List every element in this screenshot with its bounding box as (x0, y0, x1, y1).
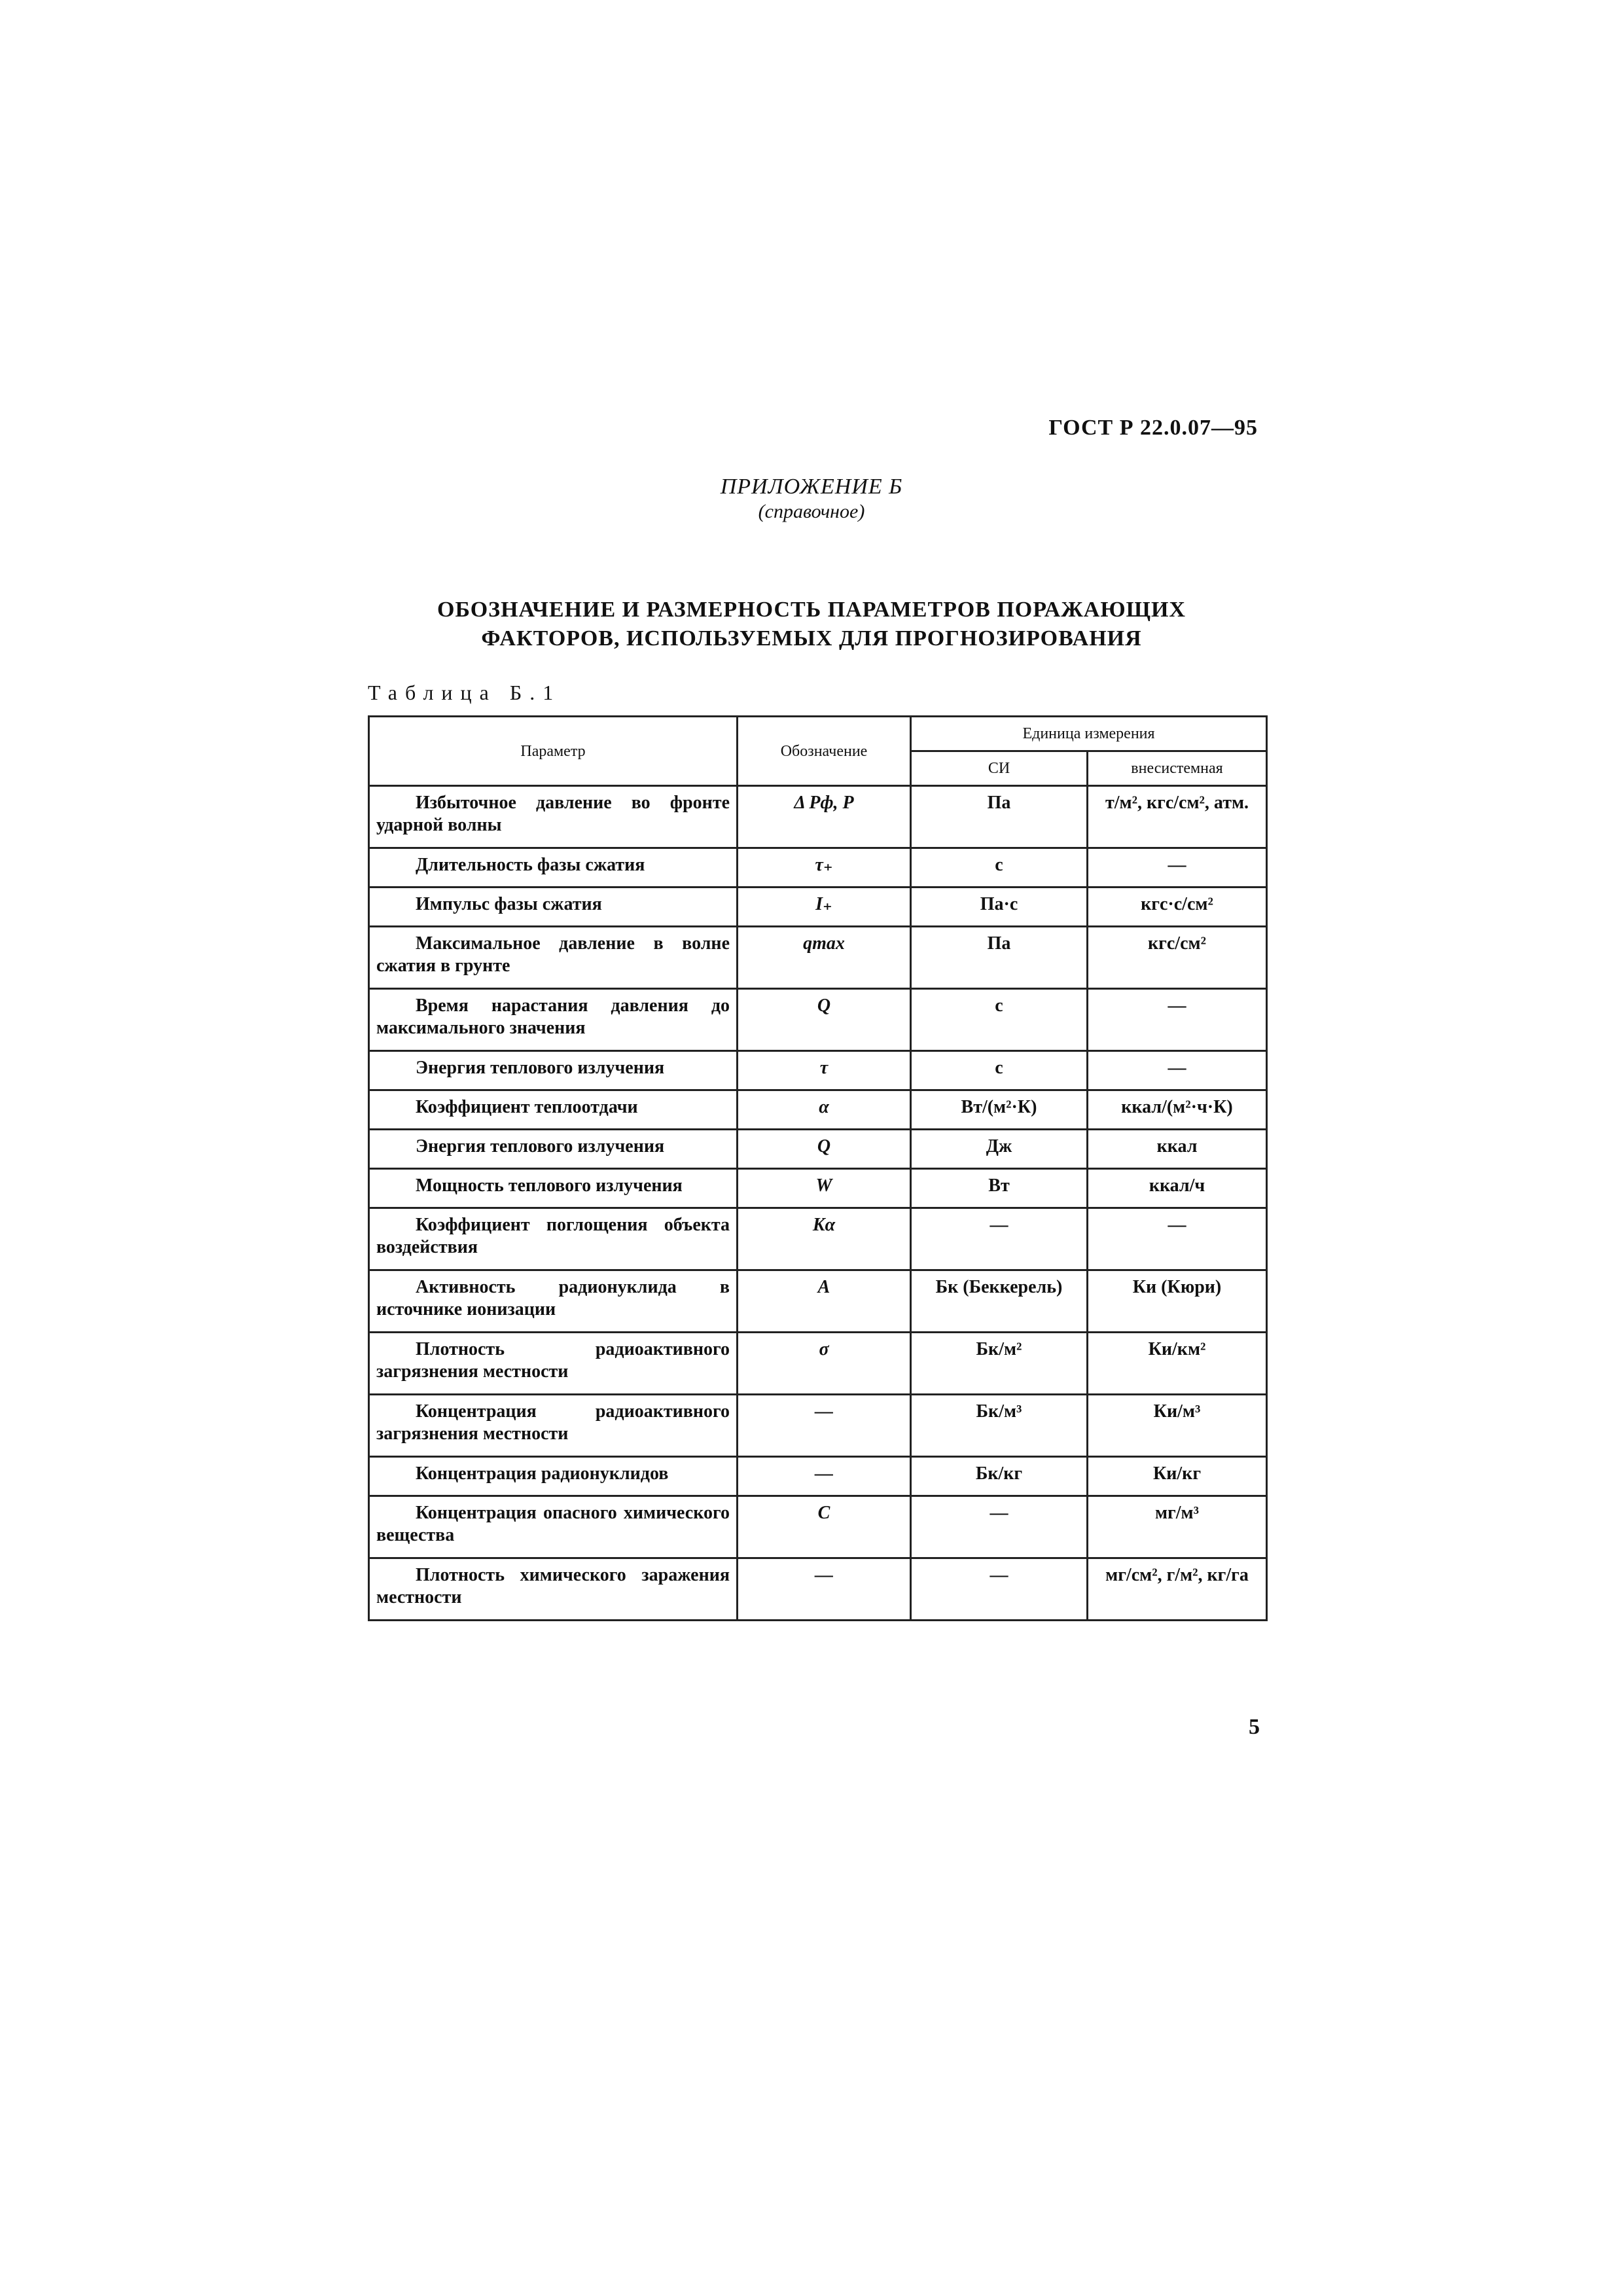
document-code: ГОСТ Р 22.0.07—95 (1048, 416, 1258, 440)
si-unit-cell: Бк/м³ (911, 1395, 1088, 1457)
si-unit-cell: — (911, 1558, 1088, 1621)
parameter-cell: Плотность радиоактивного загрязнения местности (369, 1333, 738, 1395)
parameter-cell: Энергия теплового излучения (369, 1130, 738, 1169)
document-title-line-1: ОБОЗНАЧЕНИЕ И РАЗМЕРНОСТЬ ПАРАМЕТРОВ ПОРАЖАЮЩИХ (437, 598, 1186, 622)
appendix-title: ПРИЛОЖЕНИЕ Б (720, 475, 903, 499)
parameter-cell: Максимальное давление в волне сжатия в грунте (369, 927, 738, 989)
header-parameter: Параметр (369, 717, 738, 786)
si-unit-cell: — (911, 1208, 1088, 1270)
symbol-cell: Kα (738, 1208, 911, 1270)
table-row (369, 1130, 1267, 1169)
parameter-cell: Мощность теплового излучения (369, 1169, 738, 1208)
ext-unit-cell: Ки/кг (1088, 1457, 1267, 1496)
ext-unit-cell: — (1088, 1208, 1267, 1270)
parameter-cell: Длительность фазы сжатия (369, 848, 738, 888)
ext-unit-cell: Ки (Кюри) (1088, 1270, 1267, 1333)
table-row (369, 1270, 1267, 1333)
ext-unit-cell: ккал (1088, 1130, 1267, 1169)
table-row (369, 888, 1267, 927)
table-row (369, 927, 1267, 989)
si-unit-cell: Па (911, 786, 1088, 848)
ext-unit-cell: мг/см², г/м², кг/га (1088, 1558, 1267, 1621)
si-unit-cell: Дж (911, 1130, 1088, 1169)
symbol-cell: — (738, 1558, 911, 1621)
si-unit-cell: Бк/кг (911, 1457, 1088, 1496)
parameter-cell: Коэффициент теплоотдачи (369, 1090, 738, 1130)
si-unit-cell: Вт (911, 1169, 1088, 1208)
header-si: СИ (911, 751, 1088, 786)
ext-unit-cell: — (1088, 1051, 1267, 1090)
si-unit-cell: Па (911, 927, 1088, 989)
ext-unit-cell: кгс/см² (1088, 927, 1267, 989)
ext-unit-cell: кгс·с/см² (1088, 888, 1267, 927)
symbol-cell: Q (738, 989, 911, 1051)
parameters-table-wrapper (368, 715, 1266, 1621)
table-row (369, 1051, 1267, 1090)
table-row (369, 1496, 1267, 1558)
ext-unit-cell: мг/м³ (1088, 1496, 1267, 1558)
parameter-cell: Концентрация радионуклидов (369, 1457, 738, 1496)
symbol-cell: W (738, 1169, 911, 1208)
parameters-table (368, 715, 1268, 1621)
table-row (369, 1090, 1267, 1130)
parameter-cell: Концентрация радиоактивного загрязнения местности (369, 1395, 738, 1457)
si-unit-cell: Бк (Беккерель) (911, 1270, 1088, 1333)
appendix-note: (справочное) (758, 501, 865, 522)
table-header (369, 717, 1267, 786)
symbol-cell: α (738, 1090, 911, 1130)
header-symbol: Обозначение (738, 717, 911, 786)
table-caption: Таблица Б.1 (368, 681, 562, 704)
si-unit-cell: — (911, 1496, 1088, 1558)
header-ext: внесистемная (1088, 751, 1267, 786)
parameter-cell: Коэффициент поглощения объекта воздействия (369, 1208, 738, 1270)
parameter-cell: Концентрация опасного химического вещества (369, 1496, 738, 1558)
si-unit-cell: с (911, 1051, 1088, 1090)
table-row (369, 786, 1267, 848)
table-row (369, 1558, 1267, 1621)
page-number: 5 (1249, 1715, 1260, 1739)
table-header-row-1 (369, 717, 1267, 751)
ext-unit-cell: ккал/(м²·ч·К) (1088, 1090, 1267, 1130)
ext-unit-cell: т/м², кгс/см², атм. (1088, 786, 1267, 848)
ext-unit-cell: Ки/км² (1088, 1333, 1267, 1395)
si-unit-cell: с (911, 989, 1088, 1051)
symbol-cell: Q (738, 1130, 911, 1169)
parameter-cell: Импульс фазы сжатия (369, 888, 738, 927)
symbol-cell: τ₊ (738, 848, 911, 888)
document-title (0, 596, 1623, 653)
parameter-cell: Энергия теплового излучения (369, 1051, 738, 1090)
symbol-cell: qmax (738, 927, 911, 989)
parameter-cell: Избыточное давление во фронте ударной волны (369, 786, 738, 848)
parameter-cell: Время нарастания давления до максимального значения (369, 989, 738, 1051)
table-row (369, 1169, 1267, 1208)
table-row (369, 1395, 1267, 1457)
table-row (369, 848, 1267, 888)
symbol-cell: Δ Рф, Р (738, 786, 911, 848)
ext-unit-cell: Ки/м³ (1088, 1395, 1267, 1457)
table-row (369, 1333, 1267, 1395)
table-body (369, 786, 1267, 1621)
parameter-cell: Активность радионуклида в источнике ионизации (369, 1270, 738, 1333)
table-row (369, 1457, 1267, 1496)
si-unit-cell: Бк/м² (911, 1333, 1088, 1395)
symbol-cell: τ (738, 1051, 911, 1090)
ext-unit-cell: ккал/ч (1088, 1169, 1267, 1208)
table-row (369, 1208, 1267, 1270)
symbol-cell: — (738, 1395, 911, 1457)
header-units: Единица измерения (911, 717, 1267, 751)
symbol-cell: C (738, 1496, 911, 1558)
symbol-cell: I₊ (738, 888, 911, 927)
table-row (369, 989, 1267, 1051)
document-title-line-2: ФАКТОРОВ, ИСПОЛЬЗУЕМЫХ ДЛЯ ПРОГНОЗИРОВАНИЯ (481, 626, 1142, 651)
si-unit-cell: Вт/(м²·К) (911, 1090, 1088, 1130)
symbol-cell: — (738, 1457, 911, 1496)
symbol-cell: A (738, 1270, 911, 1333)
ext-unit-cell: — (1088, 848, 1267, 888)
si-unit-cell: Па·с (911, 888, 1088, 927)
ext-unit-cell: — (1088, 989, 1267, 1051)
parameter-cell: Плотность химического заражения местности (369, 1558, 738, 1621)
symbol-cell: σ (738, 1333, 911, 1395)
si-unit-cell: с (911, 848, 1088, 888)
